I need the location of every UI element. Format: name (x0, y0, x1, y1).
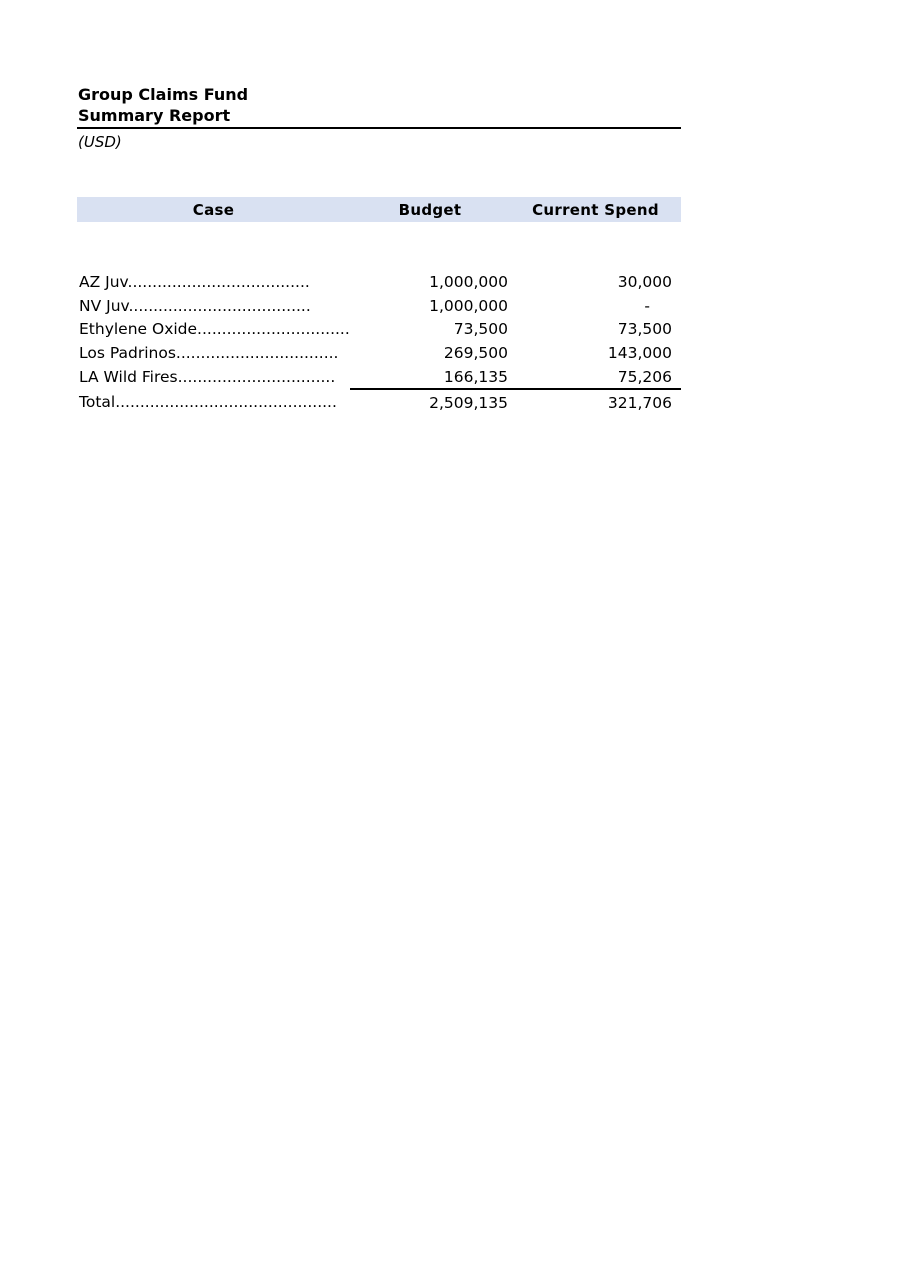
case-cell: Total............................................. (79, 393, 337, 412)
row-los-padrinos (77, 341, 681, 365)
row-total (77, 389, 681, 415)
row-nv-juv (77, 294, 681, 318)
row-la-wild-fires (77, 365, 681, 390)
spend-cell: 30,000 (617, 272, 672, 291)
summary-report (77, 84, 681, 415)
budget-cell: 73,500 (453, 320, 508, 339)
currency-note: (USD) (78, 133, 122, 151)
spend-cell: 73,500 (617, 320, 672, 339)
report-subtitle: Summary Report (77, 106, 681, 129)
budget-cell: 166,135 (443, 367, 508, 386)
budget-cell: 1,000,000 (429, 296, 508, 315)
case-cell: LA Wild Fires................................ (79, 368, 336, 387)
spend-cell: 321,706 (510, 389, 681, 415)
case-cell: NV Juv..................................... (79, 296, 311, 315)
spend-cell: 75,206 (617, 367, 672, 386)
case-cell: Los Padrinos................................. (79, 343, 339, 362)
spend-cell: 143,000 (607, 343, 672, 362)
case-cell: Ethylene Oxide............................... (79, 320, 350, 339)
spacer-row (77, 222, 681, 270)
report-title: Group Claims Fund (78, 85, 249, 104)
case-cell: AZ Juv..................................... (79, 272, 310, 291)
budget-cell: 269,500 (443, 343, 508, 362)
header-row (77, 197, 681, 222)
column-header-case: Case (77, 197, 350, 222)
row-ethylene-oxide (77, 317, 681, 341)
row-az-juv (77, 270, 681, 294)
budget-cell: 2,509,135 (350, 389, 510, 415)
spend-cell: - (644, 296, 650, 315)
column-header-current-spend: Current Spend (510, 197, 681, 222)
summary-table (77, 197, 681, 415)
budget-cell: 1,000,000 (429, 272, 508, 291)
column-header-budget: Budget (350, 197, 510, 222)
